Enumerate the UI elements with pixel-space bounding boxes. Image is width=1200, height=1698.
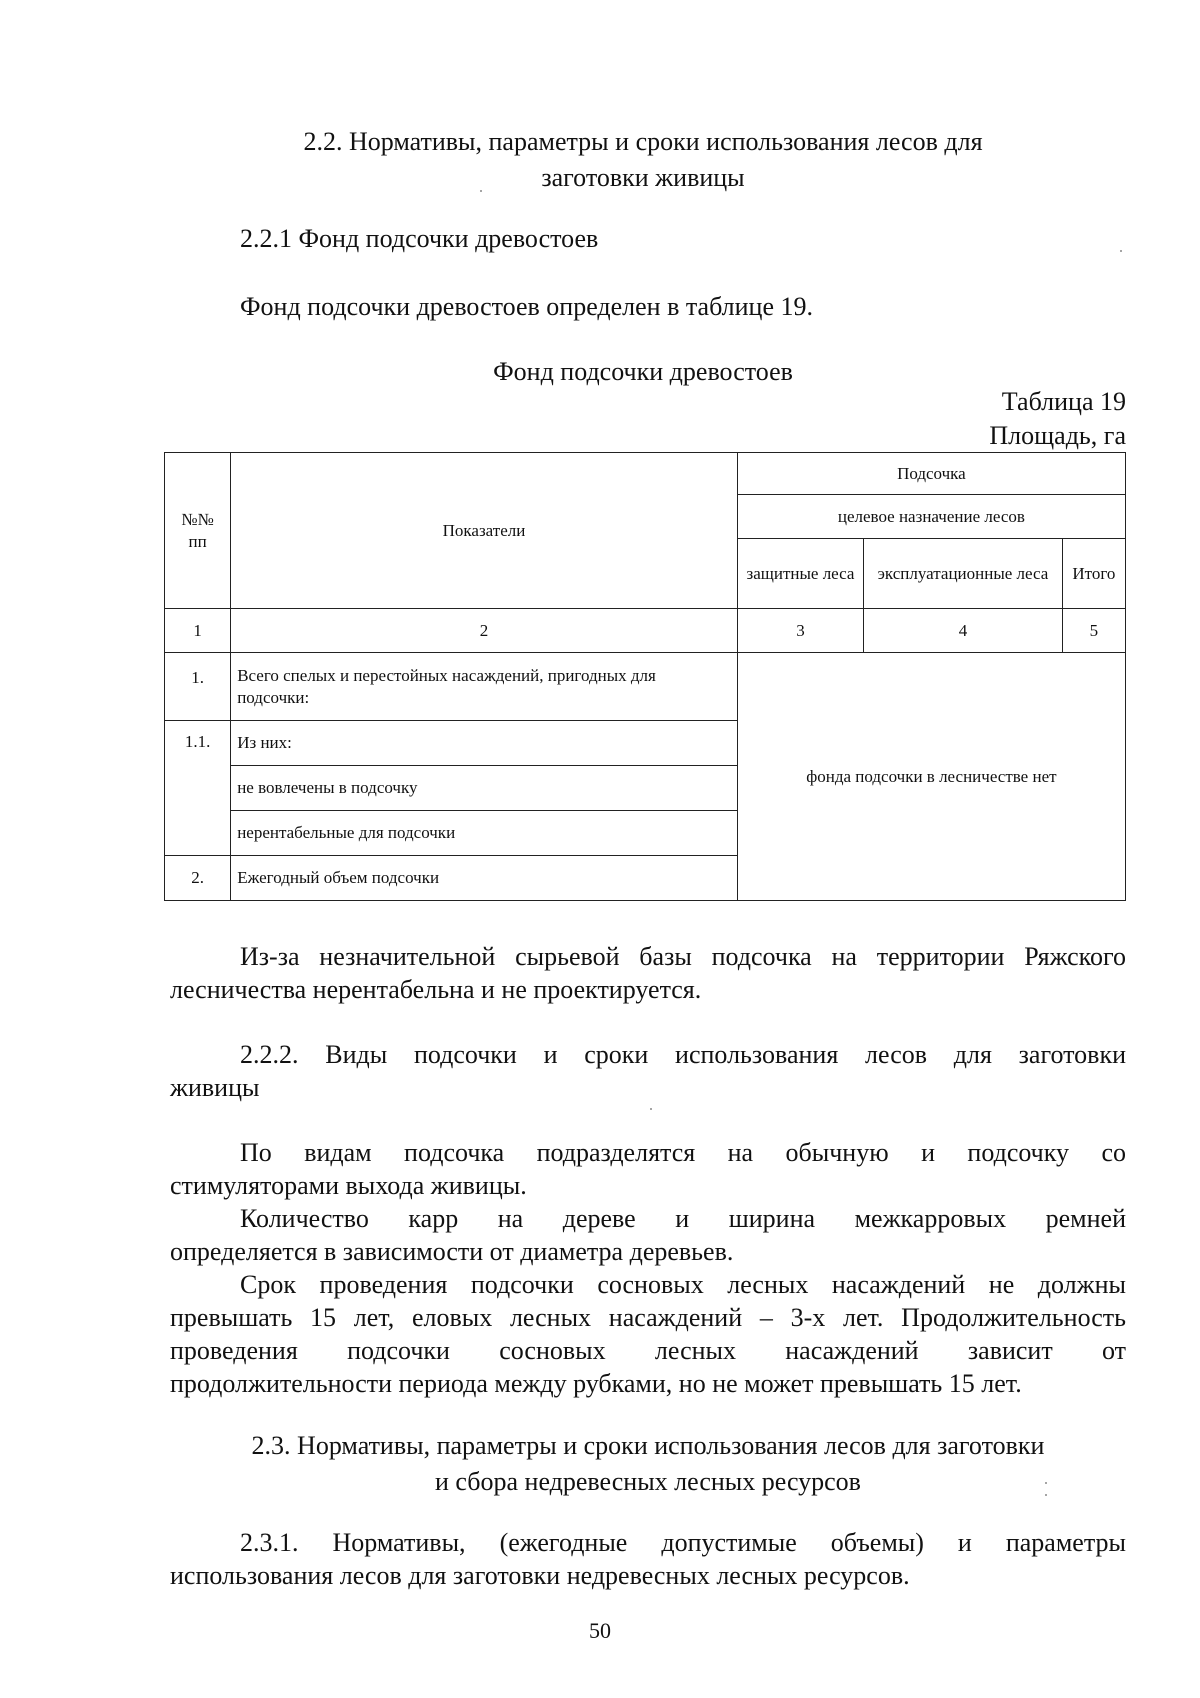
row-num: 1. (165, 653, 231, 721)
table-unit: Площадь, га (989, 421, 1126, 450)
section-2-2-2-paragraph-2 (170, 1202, 1126, 1268)
section-2-2-1-heading: 2.2.1 Фонд подсочки древостоев (240, 224, 599, 253)
scan-speck (650, 1108, 652, 1110)
paragraph-line: Срок проведения подсочки сосновых лесных насаждений не должны (240, 1270, 1126, 1299)
row-text: не вовлечены в подсочку (231, 766, 738, 811)
paragraph-line: стимуляторами выхода живицы. (170, 1171, 527, 1200)
row-num: 2. (165, 856, 231, 901)
paragraph-line: 2.3.1. Нормативы, (ежегодные допустимые объемы) и параметры (240, 1528, 1126, 1557)
paragraph-line: Количество карр на дереве и ширина межкарровых ремней (240, 1204, 1126, 1233)
paragraph-line: определяется в зависимости от диаметра деревьев. (170, 1237, 734, 1266)
heading-line: и сбора недревесных лесных ресурсов (435, 1467, 861, 1496)
row-text: Всего спелых и перестойных насаждений, пригодных для подсочки: (231, 653, 738, 721)
header-purpose: целевое назначение лесов (737, 495, 1125, 539)
paragraph-line: превышать 15 лет, еловых лесных насаждений – 3-х лет. Продолжительность (170, 1303, 1126, 1332)
paragraph-after-table (170, 940, 1126, 1006)
row-text: Ежегодный объем подсочки (231, 856, 738, 901)
section-2-2-2-heading (170, 1038, 1126, 1104)
heading-line: 2.2.2. Виды подсочки и сроки использования лесов для заготовки (240, 1040, 1126, 1069)
table-19 (164, 452, 1126, 901)
heading-line: 2.3. Нормативы, параметры и сроки использования лесов для заготовки (251, 1431, 1045, 1460)
paragraph-line: Из-за незначительной сырьевой базы подсочка на территории Ряжского (240, 942, 1126, 971)
header-tapping: Подсочка (737, 453, 1125, 495)
paragraph-line: По видам подсочка подразделятся на обычную и подсочку со (240, 1138, 1126, 1167)
col-number: 3 (737, 609, 863, 653)
paragraph-line: лесничества нерентабельна и не проектируется. (170, 975, 702, 1004)
section-2-3-heading (170, 1428, 1126, 1500)
section-2-2-2-paragraph-1 (170, 1136, 1126, 1202)
header-num: №№ пп (165, 453, 231, 609)
table-row (165, 653, 1126, 721)
table-title: Фонд подсочки древостоев (493, 357, 793, 386)
header-indicators: Показатели (231, 453, 738, 609)
heading-line: живицы (170, 1073, 260, 1102)
row-text: Из них: (231, 721, 738, 766)
scan-speck (480, 190, 482, 192)
row-text: нерентабельные для подсочки (231, 811, 738, 856)
merged-note: фонда подсочки в лесничестве нет (737, 653, 1125, 901)
paragraph-line: использования лесов для заготовки недревесных лесных ресурсов. (170, 1561, 910, 1590)
section-2-2-2-paragraph-3 (170, 1268, 1126, 1400)
row-num: 1.1. (165, 721, 231, 856)
header-exploitation: эксплуатационные леса (864, 539, 1063, 609)
paragraph-line: проведения подсочки сосновых лесных насаждений зависит от (170, 1336, 1126, 1365)
section-2-2-1-intro: Фонд подсочки древостоев определен в таблице 19. (240, 292, 814, 321)
page-number: 50 (589, 1618, 611, 1643)
section-2-2-heading-line1: 2.2. Нормативы, параметры и сроки использования лесов для (303, 127, 983, 156)
table-label: Таблица 19 (1001, 387, 1126, 416)
scan-speck (1120, 250, 1122, 252)
scan-speck (1045, 1494, 1047, 1496)
col-number: 1 (165, 609, 231, 653)
section-2-2-heading-line2: заготовки живицы (541, 163, 745, 192)
header-protective: защитные леса (737, 539, 863, 609)
col-number: 2 (231, 609, 738, 653)
header-total: Итого (1062, 539, 1125, 609)
section-2-3-1-paragraph (170, 1526, 1126, 1592)
col-number: 5 (1062, 609, 1125, 653)
section-2-2-heading (160, 124, 1126, 196)
scan-speck (1045, 1482, 1047, 1484)
paragraph-line: продолжительности периода между рубками, но не может превышать 15 лет. (170, 1369, 1022, 1398)
col-number: 4 (864, 609, 1063, 653)
